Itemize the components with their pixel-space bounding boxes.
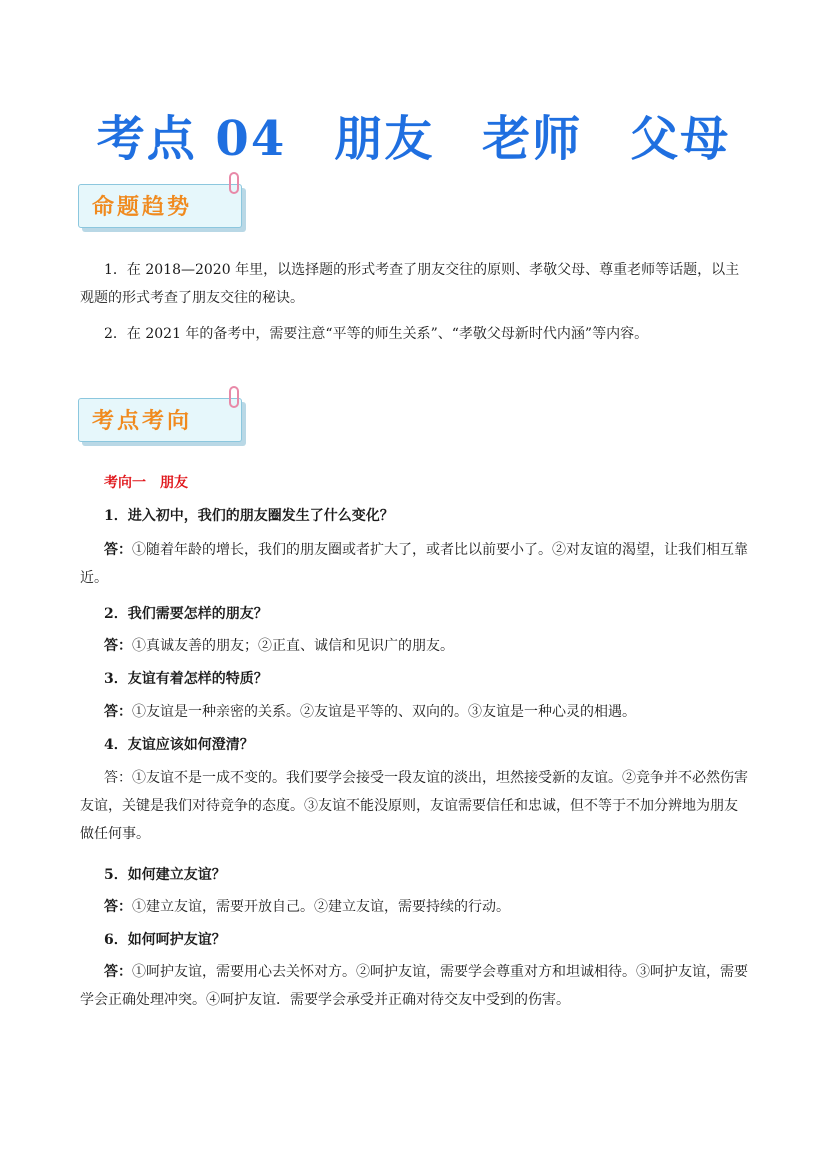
trend-badge-label: 命题趋势 <box>92 195 193 220</box>
question-1: 1．进入初中，我们的朋友圈发生了什么变化？ <box>104 508 394 524</box>
trend-item-2: 2．在 2021 年的备考中，需要注意“平等的师生关系”、“孝敬父母新时代内涵”等内容。 <box>104 326 649 342</box>
answer-text: ①建立友谊，需要开放自己。②建立友谊，需要持续的行动。 <box>132 899 510 915</box>
points-badge-label: 考点考向 <box>92 409 193 434</box>
points-badge <box>78 392 248 442</box>
paperclip-icon <box>228 172 240 194</box>
answer-label: 答： <box>104 899 132 915</box>
answer-6 <box>80 958 748 1014</box>
question-3: 3．友谊有着怎样的特质？ <box>104 671 268 687</box>
answer-1 <box>80 536 748 592</box>
title-part-1: 考点 04 <box>96 111 287 167</box>
title-part-3: 老师 <box>482 111 583 167</box>
trend-item-1: 1．在 2018—2020 年里，以选择题的形式考查了朋友交往的原则、孝敬父母、尊重老师等话题，以主观题的形式考查了朋友交往的秘诀。 <box>80 262 740 306</box>
answer-text: ①随着年龄的增长，我们的朋友圈或者扩大了，或者比以前要小了。②对友谊的渴望，让我们相互靠近。 <box>80 542 748 586</box>
question-6: 6．如何呵护友谊？ <box>104 932 226 948</box>
page-title <box>0 100 827 167</box>
answer-label: 答： <box>104 770 132 786</box>
section-heading: 考向一 朋友 <box>104 475 188 491</box>
answer-label: 答： <box>104 638 132 654</box>
answer-5 <box>80 893 748 921</box>
title-part-4: 父母 <box>630 111 731 167</box>
answer-label: 答： <box>104 704 132 720</box>
trend-badge <box>78 178 248 228</box>
answer-text: ①呵护友谊，需要用心去关怀对方。②呵护友谊，需要学会尊重对方和坦诚相待。③呵护友谊，需要学会正确处理冲突。④呵护友谊．需要学会承受并正确对待交友中受到的伤害。 <box>80 964 748 1008</box>
answer-text: ①真诚友善的朋友；②正直、诚信和见识广的朋友。 <box>132 638 454 654</box>
answer-4 <box>80 764 748 848</box>
answer-label: 答： <box>104 964 132 980</box>
answer-3 <box>80 698 748 726</box>
paperclip-icon <box>228 386 240 408</box>
answer-text: ①友谊是一种亲密的关系。②友谊是平等的、双向的。③友谊是一种心灵的相遇。 <box>132 704 636 720</box>
title-part-2: 朋友 <box>334 111 435 167</box>
answer-text: ①友谊不是一成不变的。我们要学会接受一段友谊的淡出，坦然接受新的友谊。②竞争并不必然伤害友谊，关键是我们对待竞争的态度。③友谊不能没原则，友谊需要信任和忠诚，但不等于不加分辨地为朋友做任何事。 <box>80 770 748 842</box>
question-4: 4．友谊应该如何澄清？ <box>104 737 254 753</box>
answer-label: 答： <box>104 542 132 558</box>
question-2: 2．我们需要怎样的朋友？ <box>104 606 268 622</box>
question-5: 5．如何建立友谊？ <box>104 867 226 883</box>
answer-2 <box>80 632 748 660</box>
